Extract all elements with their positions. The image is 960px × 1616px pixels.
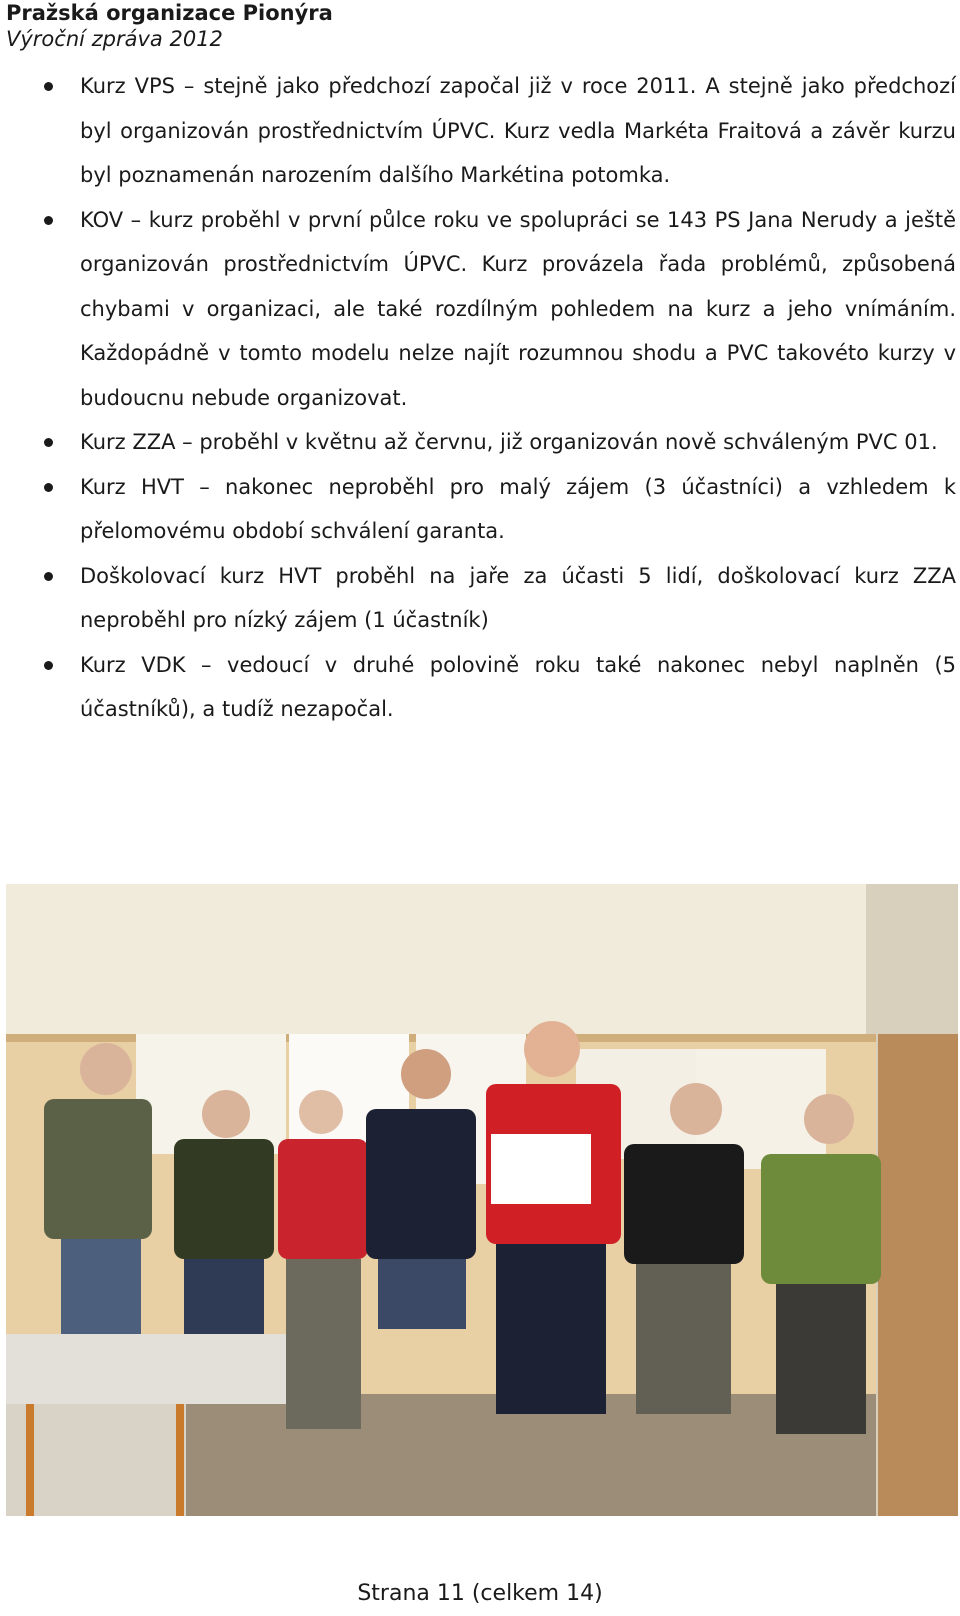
list-item: Kurz HVT – nakonec neproběhl pro malý zájem (3 účastníci) a vzhledem k přelomovému období schválení garanta. xyxy=(0,465,960,554)
group-photo xyxy=(6,884,958,1516)
list-item: Kurz VPS – stejně jako předchozí započal již v roce 2011. A stejně jako předchozí byl organizován prostřednictvím ÚPVC. Kurz vedla Markéta Fraitová a závěr kurzu byl poznamenán narozením dalšího Markétina potomka. xyxy=(0,64,960,198)
course-list xyxy=(0,64,960,732)
list-item: Kurz VDK – vedoucí v druhé polovině roku také nakonec nebyl naplněn (5 účastníků), a tudíž nezapočal. xyxy=(0,643,960,732)
page-number: Strana 11 (celkem 14) xyxy=(357,1581,603,1606)
list-item: KOV – kurz proběhl v první půlce roku ve spolupráci se 143 PS Jana Nerudy a ještě organizován prostřednictvím ÚPVC. Kurz provázela řada problémů, způsobená chybami v organizaci, ale také rozdílným pohledem na kurz a jeho vnímáním. Každopádně v tomto modelu nelze najít rozumnou shodu a PVC takovéto kurzy v budoucnu nebude organizovat. xyxy=(0,198,960,421)
list-item: Kurz ZZA – proběhl v květnu až červnu, již organizován nově schváleným PVC 01. xyxy=(0,420,960,465)
page-header xyxy=(6,0,333,52)
organization-name: Pražská organizace Pionýra xyxy=(6,1,333,25)
report-title: Výroční zpráva 2012 xyxy=(6,27,223,51)
list-item: Doškolovací kurz HVT proběhl na jaře za účasti 5 lidí, doškolovací kurz ZZA neproběhl pro nízký zájem (1 účastník) xyxy=(0,554,960,643)
